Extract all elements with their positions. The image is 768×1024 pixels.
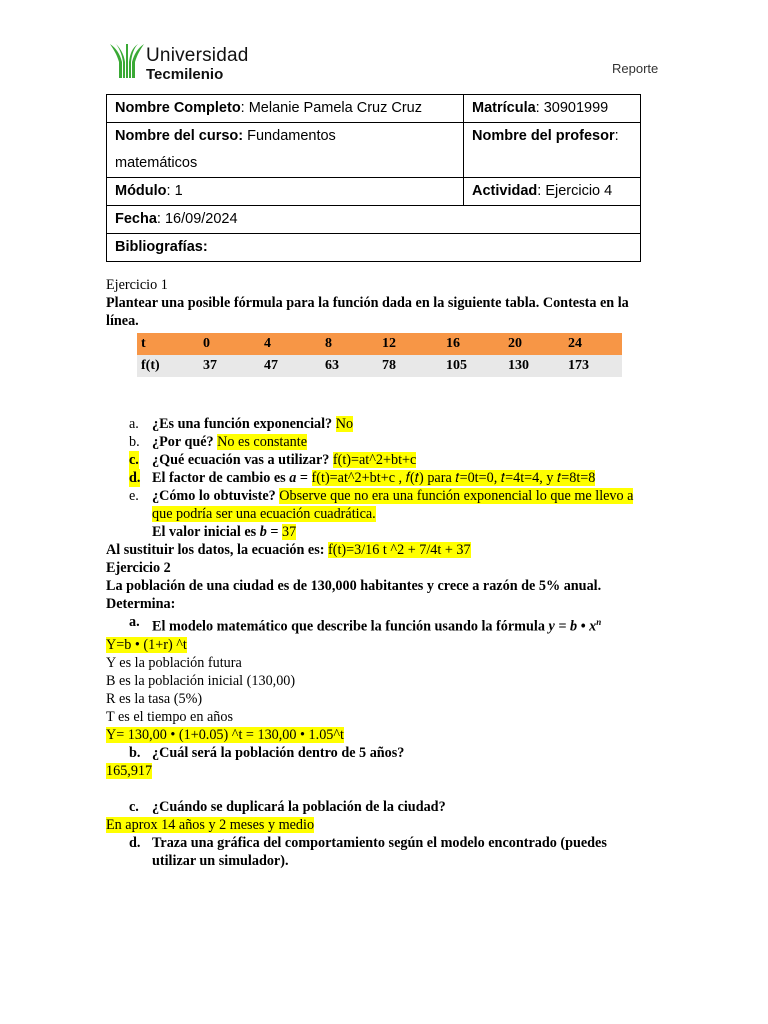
ejercicio-1-title: Ejercicio 1	[106, 277, 168, 293]
explanation-line: B es la población inicial (130,00)	[106, 672, 296, 689]
list-marker: a.	[129, 416, 139, 432]
matricula-value: : 30901999	[535, 100, 609, 116]
formula-exponent: n	[596, 617, 602, 627]
answer-text: No es constante	[217, 434, 308, 450]
bibliografias-label: Bibliografías:	[115, 239, 208, 255]
actividad-cell	[464, 178, 641, 206]
question-text: ¿Cómo lo obtuviste?	[152, 488, 276, 504]
table-cell: 78	[378, 355, 442, 377]
answer-part: 𝑡	[500, 470, 506, 486]
variable-a: a	[289, 470, 297, 486]
function-table	[137, 333, 622, 377]
curso-cell	[107, 123, 464, 178]
answer-part: 𝑓(𝑡)	[405, 470, 424, 486]
question-text: ¿Cuál será la población dentro de 5 años?	[152, 744, 405, 761]
logo-line-1: Universidad	[146, 45, 249, 66]
answer-part: 𝑡	[556, 470, 562, 486]
table-cell: 47	[260, 355, 321, 377]
table-cell: 24	[564, 333, 622, 355]
answer-text: Y=b • (1+r) ^t	[106, 636, 187, 653]
list-marker: e.	[129, 488, 139, 504]
table-cell: f(t)	[137, 355, 199, 377]
sustituir-line	[106, 541, 646, 559]
question-text: ¿Qué ecuación vas a utilizar?	[152, 452, 330, 468]
question-1c	[106, 451, 646, 469]
table-cell: 8	[321, 333, 378, 355]
nombre-cell	[107, 95, 464, 123]
question-text: ¿Por qué?	[152, 434, 214, 450]
list-marker: c.	[129, 798, 139, 815]
answer-text: En aprox 14 años y 2 meses y medio	[106, 816, 315, 833]
table-cell: 105	[442, 355, 504, 377]
table-cell: 0	[199, 333, 260, 355]
table-cell: 4	[260, 333, 321, 355]
list-marker: d.	[129, 470, 141, 486]
question-1d	[106, 469, 646, 487]
valor-inicial-label: El valor inicial es	[152, 524, 260, 540]
logo-text	[146, 46, 249, 82]
table-cell: 12	[378, 333, 442, 355]
answer-part: para	[423, 470, 456, 486]
answer-text: f(t)=at^2+bt+c	[332, 452, 417, 468]
profesor-cell	[464, 123, 641, 178]
question-2a	[106, 613, 646, 636]
table-cell: 173	[564, 355, 622, 377]
question-text: ¿Cuándo se duplicará la población de la ciudad?	[152, 798, 446, 815]
modulo-cell	[107, 178, 464, 206]
sustituir-answer: f(t)=3/16 t ^2 + 7/4t + 37	[328, 542, 471, 558]
actividad-label: Actividad	[472, 183, 538, 199]
question-text: El factor de cambio es	[152, 470, 290, 486]
table-cell: 63	[321, 355, 378, 377]
valor-inicial-line	[106, 523, 646, 541]
answer-text	[312, 470, 596, 486]
equals: =	[296, 470, 312, 486]
curso-label: Nombre del curso:	[115, 128, 244, 144]
ejercicio-2-prompt: La población de una ciudad es de 130,000 habitantes y crece a razón de 5% anual.	[106, 578, 602, 594]
matricula-cell	[464, 95, 641, 123]
explanation-line: R es la tasa (5%)	[106, 690, 203, 707]
ejercicio-2-title: Ejercicio 2	[106, 560, 171, 576]
logo-line-2: Tecmilenio	[146, 66, 224, 83]
ejercicio-1-prompt: Plantear una posible fórmula para la función dada en la siguiente tabla. Contesta en la línea.	[106, 295, 629, 329]
table-row-f	[137, 355, 622, 377]
list-marker: d.	[129, 834, 141, 851]
curso-value: Fundamentos matemáticos	[115, 128, 336, 171]
answer-part: =0t=0,	[459, 470, 501, 486]
answer-text: 165,917	[106, 762, 153, 779]
formula: y = b • x	[548, 618, 597, 635]
list-marker: b.	[129, 744, 141, 761]
question-1e	[106, 487, 646, 523]
equals: =	[266, 524, 283, 540]
answer-part: =4t=4, y	[505, 470, 557, 486]
answer-text: Observe que no era una función exponencial lo que me llevo a que podría ser una ecuación cuadrática.	[152, 488, 634, 522]
profesor-value: :	[614, 128, 619, 144]
nombre-value: : Melanie Pamela Cruz Cruz	[240, 100, 422, 116]
list-marker: a.	[129, 614, 140, 630]
question-text: Traza una gráfica del comportamiento según el modelo encontrado (puedes utilizar un simulador).	[152, 834, 607, 869]
table-cell: 37	[199, 355, 260, 377]
fecha-cell	[107, 206, 641, 234]
list-marker: c.	[129, 452, 139, 468]
explanation-line: T es el tiempo en años	[106, 708, 234, 725]
question-2c	[106, 798, 646, 816]
sustituir-label: Al sustituir los datos, la ecuación es:	[106, 542, 329, 558]
answer-part: =8t=8	[561, 470, 596, 486]
modulo-label: Módulo	[115, 183, 167, 199]
table-cell: t	[137, 333, 199, 355]
table-cell: 20	[504, 333, 564, 355]
question-1a	[106, 415, 646, 433]
student-info-table	[106, 94, 641, 262]
determina-label: Determina:	[106, 596, 176, 612]
modulo-value: : 1	[166, 183, 183, 199]
answer-part: f(t)=at^2+bt+c ,	[311, 470, 406, 486]
question-1b	[106, 433, 646, 451]
bibliografias-cell	[107, 234, 641, 262]
question-2d	[106, 834, 646, 870]
answer-text: No	[335, 416, 354, 432]
actividad-value: : Ejercicio 4	[537, 183, 613, 199]
document-body	[106, 276, 646, 870]
list-marker: b.	[129, 434, 140, 450]
report-label: Reporte	[612, 61, 659, 76]
question-2b	[106, 744, 646, 762]
profesor-label: Nombre del profesor	[472, 128, 615, 144]
valor-inicial-answer: 37	[282, 524, 297, 540]
nombre-label: Nombre Completo	[115, 100, 241, 116]
matricula-label: Matrícula	[472, 100, 536, 116]
table-row-t	[137, 333, 622, 355]
table-cell: 16	[442, 333, 504, 355]
question-text: El modelo matemático que describe la función usando la fórmula	[152, 618, 549, 635]
fecha-value: : 16/09/2024	[156, 211, 238, 227]
variable-b: b	[259, 524, 267, 540]
fecha-label: Fecha	[115, 211, 157, 227]
explanation-line: Y es la población futura	[106, 654, 242, 671]
question-text: ¿Es una función exponencial?	[152, 416, 333, 432]
answer-part: 𝑡	[455, 470, 460, 486]
answer-text: Y= 130,00 • (1+0.05) ^t = 130,00 • 1.05^t	[106, 726, 344, 743]
table-cell: 130	[504, 355, 564, 377]
